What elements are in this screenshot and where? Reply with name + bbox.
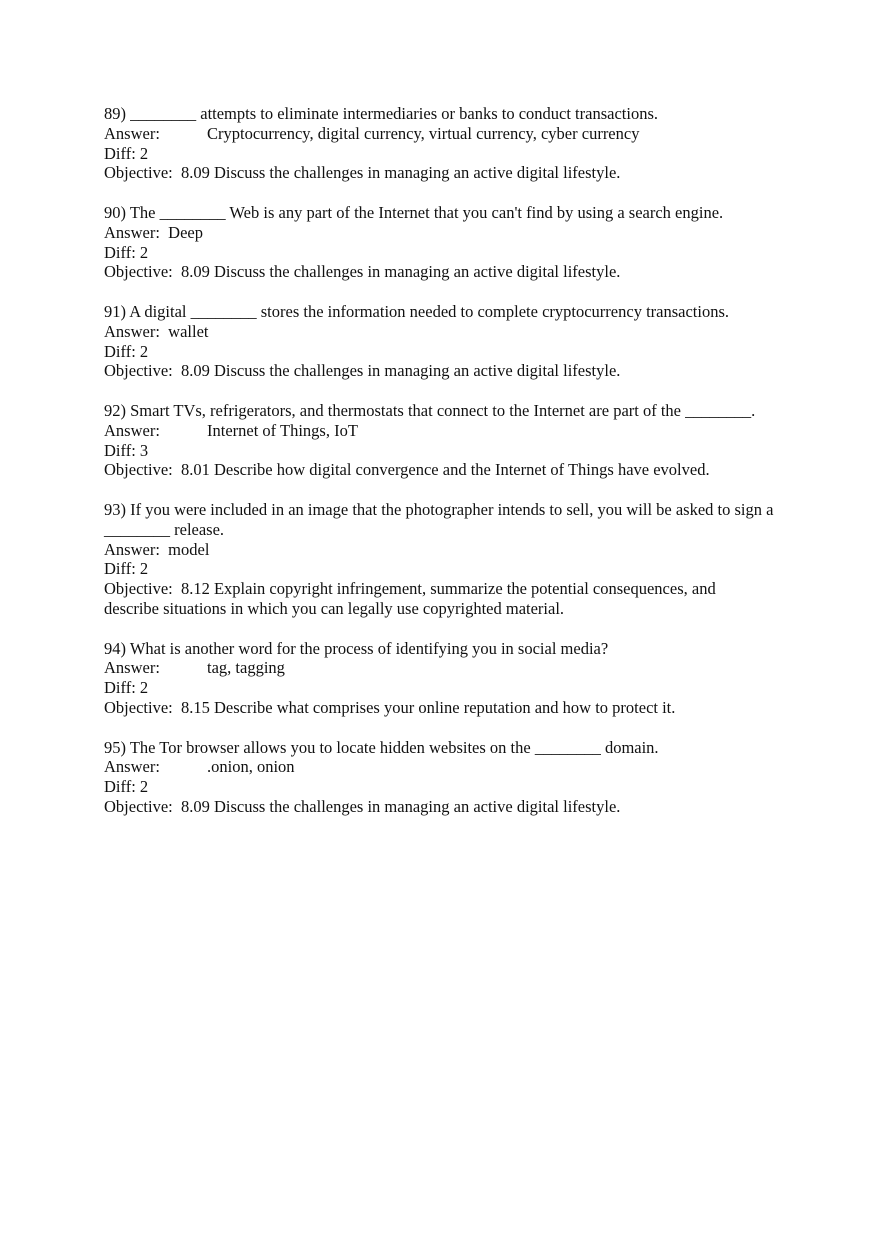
question-89	[104, 104, 774, 183]
difficulty: Diff: 3	[104, 440, 149, 460]
question-prompt: 92) Smart TVs, refrigerators, and thermostats that connect to the Internet are part of the ________.	[104, 400, 756, 420]
question-91	[104, 302, 774, 381]
question-prompt: 95) The Tor browser allows you to locate hidden websites on the ________ domain.	[104, 737, 659, 757]
question-prompt: 94) What is another word for the process of identifying you in social media?	[104, 638, 609, 658]
difficulty: Diff: 2	[104, 341, 149, 361]
difficulty: Diff: 2	[104, 559, 149, 579]
answer-line: Answer: model	[104, 539, 210, 559]
answer-line	[104, 124, 774, 144]
question-94	[104, 639, 774, 718]
difficulty: Diff: 2	[104, 242, 149, 262]
question-prompt: 90) The ________ Web is any part of the Internet that you can't find by using a search engine.	[104, 202, 724, 222]
objective: Objective: 8.09 Discuss the challenges in managing an active digital lifestyle.	[104, 796, 621, 816]
objective: Objective: 8.09 Discuss the challenges in managing an active digital lifestyle.	[104, 163, 621, 183]
answer-line	[104, 421, 774, 441]
question-93	[104, 499, 778, 619]
objective: Objective: 8.01 Describe how digital convergence and the Internet of Things have evolved.	[104, 460, 710, 480]
answer-label: Answer:	[104, 123, 160, 143]
answer-label: Answer:	[104, 420, 160, 440]
answer-text: tag, tagging	[207, 658, 285, 678]
answer-line	[104, 658, 774, 678]
objective: Objective: 8.12 Explain copyright infringement, summarize the potential consequences, and describe situations in which you can legally use copyrighted material.	[104, 579, 720, 618]
difficulty: Diff: 2	[104, 678, 149, 698]
question-prompt: 91) A digital ________ stores the information needed to complete cryptocurrency transactions.	[104, 301, 730, 321]
answer-text: Internet of Things, IoT	[207, 420, 358, 440]
question-92	[104, 401, 774, 480]
answer-text: .onion, onion	[207, 757, 295, 777]
question-prompt: 89) ________ attempts to eliminate intermediaries or banks to conduct transactions.	[104, 104, 658, 123]
question-90	[104, 203, 774, 282]
objective: Objective: 8.09 Discuss the challenges in managing an active digital lifestyle.	[104, 262, 621, 282]
difficulty: Diff: 2	[104, 777, 149, 797]
question-95	[104, 738, 774, 817]
question-prompt: 93) If you were included in an image that the photographer intends to sell, you will be asked to sign a ________ release.	[104, 499, 778, 539]
objective: Objective: 8.15 Describe what comprises your online reputation and how to protect it.	[104, 697, 676, 717]
objective: Objective: 8.09 Discuss the challenges in managing an active digital lifestyle.	[104, 361, 621, 381]
answer-text: Cryptocurrency, digital currency, virtual currency, cyber currency	[207, 123, 640, 143]
answer-line	[104, 757, 774, 777]
answer-line: Answer: Deep	[104, 222, 203, 242]
document-page	[104, 104, 778, 836]
answer-line: Answer: wallet	[104, 321, 209, 341]
difficulty: Diff: 2	[104, 143, 149, 163]
answer-label: Answer:	[104, 757, 160, 777]
answer-label: Answer:	[104, 658, 160, 678]
